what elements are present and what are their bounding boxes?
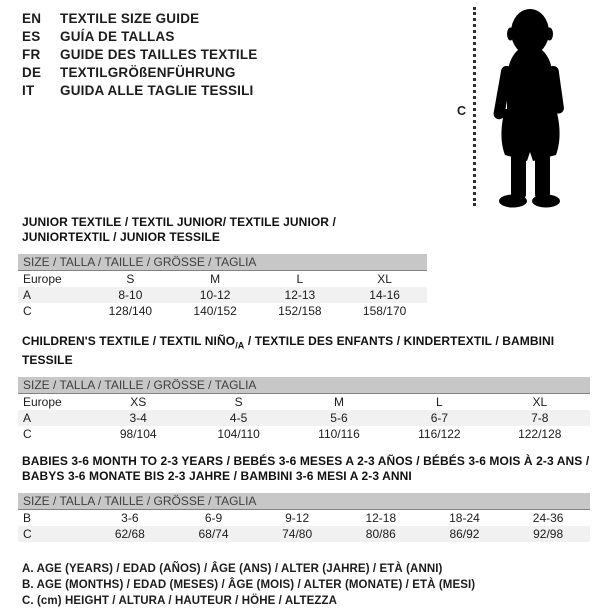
language-code: IT	[22, 83, 35, 98]
childrens-size-header-bar: SIZE / TALLA / TAILLE / GRÖSSE / TAGLIA	[18, 377, 590, 394]
cell: S	[234, 395, 243, 410]
cell: 3-6	[121, 511, 139, 526]
cell: 74/80	[255, 526, 339, 542]
cell: XS	[130, 395, 147, 410]
language-row-de	[22, 64, 258, 82]
cell: 24-36	[532, 511, 564, 526]
language-title-list	[22, 10, 258, 100]
cell: 3-4	[88, 410, 188, 426]
babies-size-header-bar: SIZE / TALLA / TAILLE / GRÖSSE / TAGLIA	[18, 493, 590, 510]
language-row-it	[22, 82, 258, 100]
cell: 12-18	[365, 511, 397, 526]
cell: 128/140	[108, 304, 153, 318]
language-title: TEXTILGRÖßENFÜHRUNG	[60, 65, 236, 80]
cell: 8-10	[88, 287, 173, 303]
note-age-years: A. AGE (YEARS) / EDAD (AÑOS) / ÂGE (ANS) / ALTER (JAHRE) / ETÀ (ANNI)	[22, 563, 443, 576]
cell: M	[210, 272, 221, 286]
childrens-table-title	[22, 334, 590, 368]
cell: 122/128	[518, 427, 562, 442]
row-label: A	[18, 410, 88, 426]
babies-textile-table	[18, 454, 590, 542]
language-code: DE	[22, 65, 42, 80]
language-title: GUIDE DES TAILLES TEXTILE	[60, 47, 258, 62]
cell: 92/98	[506, 526, 590, 542]
babies-size-grid	[18, 510, 590, 542]
height-measure-label: C	[457, 104, 467, 118]
junior-size-header-bar: SIZE / TALLA / TAILLE / GRÖSSE / TAGLIA	[18, 254, 427, 271]
row-label: C	[23, 304, 32, 318]
babies-table-title-line1: BABIES 3-6 MONTH TO 2-3 YEARS / BEBÉS 3-6 MESES A 2-3 AÑOS / BÉBÉS 3-6 MOIS À 2-3 ANS /	[22, 454, 590, 469]
language-code: ES	[22, 29, 41, 44]
cell: 68/74	[172, 526, 256, 542]
cell: M	[333, 395, 344, 410]
childrens-textile-table	[18, 334, 590, 442]
cell: 14-16	[342, 287, 427, 303]
row-label: Europe	[23, 395, 62, 410]
cell: XL	[532, 395, 548, 410]
cell: 86/92	[423, 526, 507, 542]
cell: 116/122	[418, 427, 461, 442]
language-row-es	[22, 28, 258, 46]
cell: L	[436, 395, 443, 410]
row-label: A	[18, 287, 88, 303]
cell: XL	[377, 272, 392, 286]
size-tables-area	[18, 215, 590, 609]
cell: 18-24	[449, 511, 480, 526]
table-row	[18, 426, 590, 442]
row-label: C	[23, 427, 32, 442]
cell: 80/86	[339, 526, 423, 542]
junior-table-title: JUNIOR TEXTILE / TEXTIL JUNIOR/ TEXTILE JUNIOR / JUNIORTEXTIL / JUNIOR TESSILE	[22, 215, 336, 244]
cell: 158/170	[362, 304, 407, 318]
cell: L	[296, 272, 304, 286]
table-row	[18, 271, 427, 287]
cell: 5-6	[289, 410, 389, 426]
babies-table-title-line2: BABYS 3-6 MONATE BIS 2-3 JAHRE / BAMBINI 3-6 MESI A 2-3 ANNI	[22, 469, 412, 484]
cell: 10-12	[173, 287, 258, 303]
cell: 9-12	[285, 511, 310, 526]
language-title: GUIDA ALLE TAGLIE TESSILI	[60, 83, 254, 98]
toddler-silhouette-icon	[483, 4, 583, 209]
language-title: TEXTILE SIZE GUIDE	[60, 11, 200, 26]
table-row	[18, 510, 590, 526]
title-subscript: /A	[235, 340, 245, 351]
cell: 6-9	[204, 511, 223, 526]
title-part: / TEXTILE DES ENFANTS / KINDERTEXTIL / BAMBINI TESSILE	[22, 334, 555, 368]
height-dotted-line	[473, 7, 476, 206]
cell: 140/152	[193, 304, 237, 318]
language-title: GUÍA DE TALLAS	[60, 29, 175, 44]
table-row	[18, 394, 590, 410]
cell: 6-7	[389, 410, 489, 426]
table-row	[18, 287, 427, 303]
row-label: B	[23, 511, 32, 526]
cell: 62/68	[88, 526, 172, 542]
legend-notes	[22, 561, 590, 609]
note-age-months: B. AGE (MONTHS) / EDAD (MESES) / ÂGE (MOIS) / ALTER (MONATE) / ETÀ (MESI)	[22, 579, 476, 592]
cell: 110/116	[318, 427, 360, 442]
row-label: Europe	[23, 272, 62, 286]
childrens-size-grid	[18, 394, 590, 442]
title-part: CHILDREN'S TEXTILE / TEXTIL NIÑO	[22, 334, 236, 348]
note-height-cm: C. (cm) HEIGHT / ALTURA / HAUTEUR / HÖHE / ALTEZZA	[22, 595, 338, 608]
top-section	[0, 0, 600, 213]
junior-size-grid	[18, 271, 427, 319]
language-row-fr	[22, 46, 258, 64]
cell: 152/158	[278, 304, 322, 318]
table-row	[18, 526, 590, 542]
language-row-en	[22, 10, 258, 28]
language-code: EN	[22, 11, 42, 26]
cell: 4-5	[188, 410, 288, 426]
table-row	[18, 303, 427, 319]
cell: S	[126, 272, 135, 286]
table-row	[18, 410, 590, 426]
height-measure-figure	[440, 0, 600, 213]
cell: 98/104	[119, 427, 157, 442]
cell: 104/110	[217, 427, 260, 442]
language-code: FR	[22, 47, 41, 62]
cell: 7-8	[490, 410, 590, 426]
cell: 12-13	[258, 287, 343, 303]
row-label: C	[18, 526, 88, 542]
junior-textile-table	[18, 215, 427, 319]
